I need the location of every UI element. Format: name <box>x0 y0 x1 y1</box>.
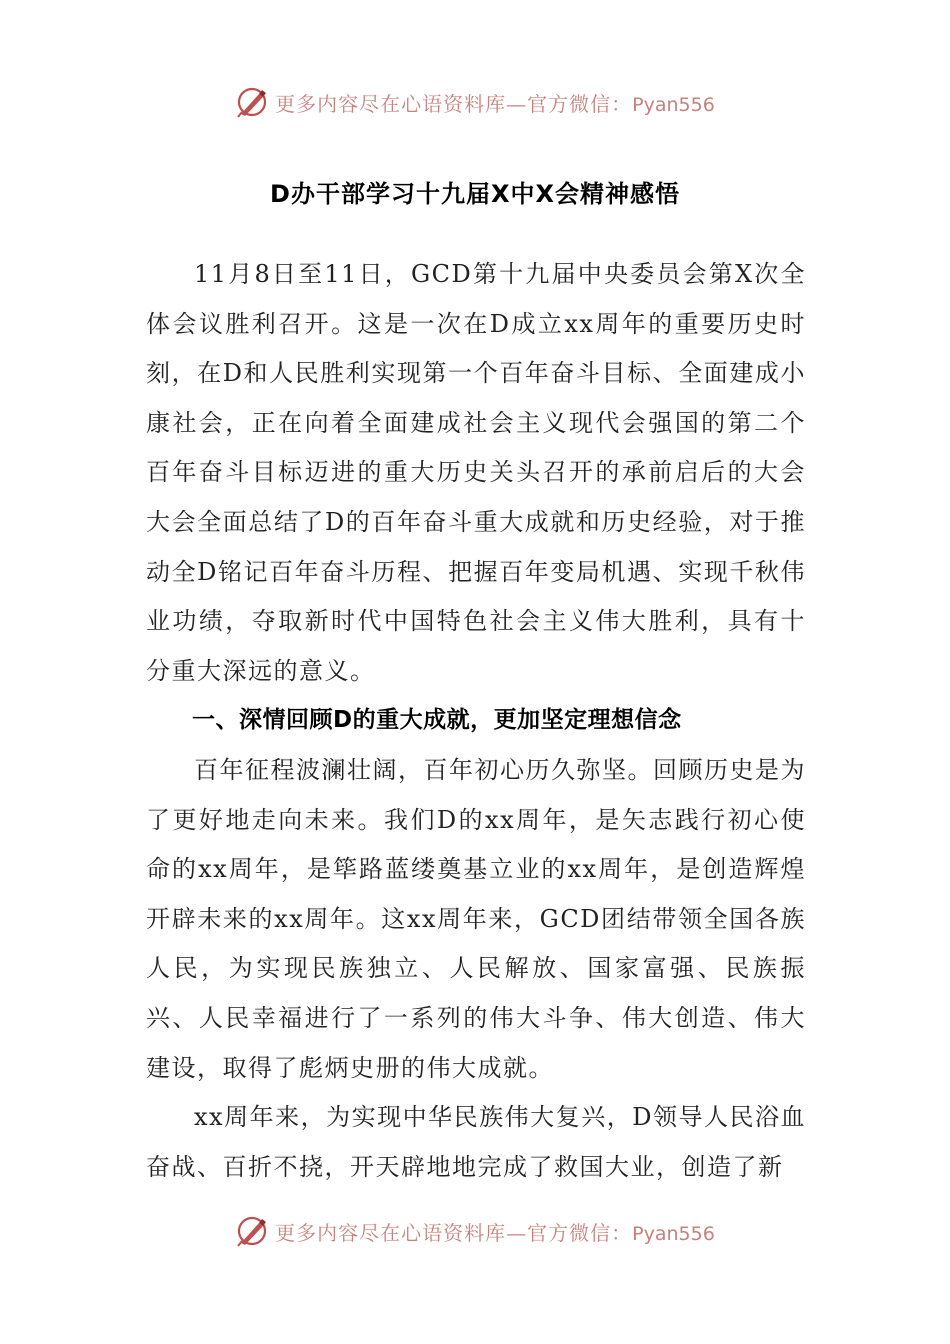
watermark-header <box>0 82 950 122</box>
pen-logo-icon <box>235 1214 269 1248</box>
section-heading: 一、深情回顾D的重大成就，更加坚定理想信念 <box>192 707 682 734</box>
section-paragraph: 百年征程波澜壮阔，百年初心历久弥坚。回顾历史是为了更好地走向未来。我们D的xx周年，是矢志践行初心使命的xx周年，是筚路蓝缕奠基立业的xx周年，是创造辉煌开辟未来的xx周年。这xx周年来，GCD团结带领全国各族人民，为实现民族独立、人民解放、国家富强、民族振兴、人民幸福进行了一系列的伟大斗争、伟大创造、伟大建设，取得了彪炳史册的伟大成就。 <box>146 755 806 1082</box>
section-paragraph: xx周年来，为实现中华民族伟大复兴，D领导人民浴血奋战、百折不挠，开天辟地地完成了救国大业，创造了新 <box>146 1103 806 1181</box>
watermark-text: 更多内容尽在心语资料库—官方微信：Pyan556 <box>275 1220 715 1245</box>
document-body <box>146 250 806 1192</box>
pen-logo-icon <box>235 85 269 119</box>
document-title: D办干部学习十九届X中X会精神感悟 <box>270 180 680 208</box>
watermark-footer <box>0 1211 950 1251</box>
watermark-text: 更多内容尽在心语资料库—官方微信：Pyan556 <box>275 91 715 116</box>
intro-paragraph: 11月8日至11日，GCD第十九届中央委员会第X次全体会议胜利召开。这是一次在D成立xx周年的重要历史时刻，在D和人民胜利实现第一个百年奋斗目标、全面建成小康社会，正在向着全面建成社会主义现代会强国的第二个百年奋斗目标迈进的重大历史关头召开的承前启后的大会大会全面总结了D的百年奋斗重大成就和历史经验，对于推动全D铭记百年奋斗历程、把握百年变局机遇、实现千秋伟业功绩，夺取新时代中国特色社会主义伟大胜利，具有十分重大深远的意义。 <box>146 260 806 685</box>
